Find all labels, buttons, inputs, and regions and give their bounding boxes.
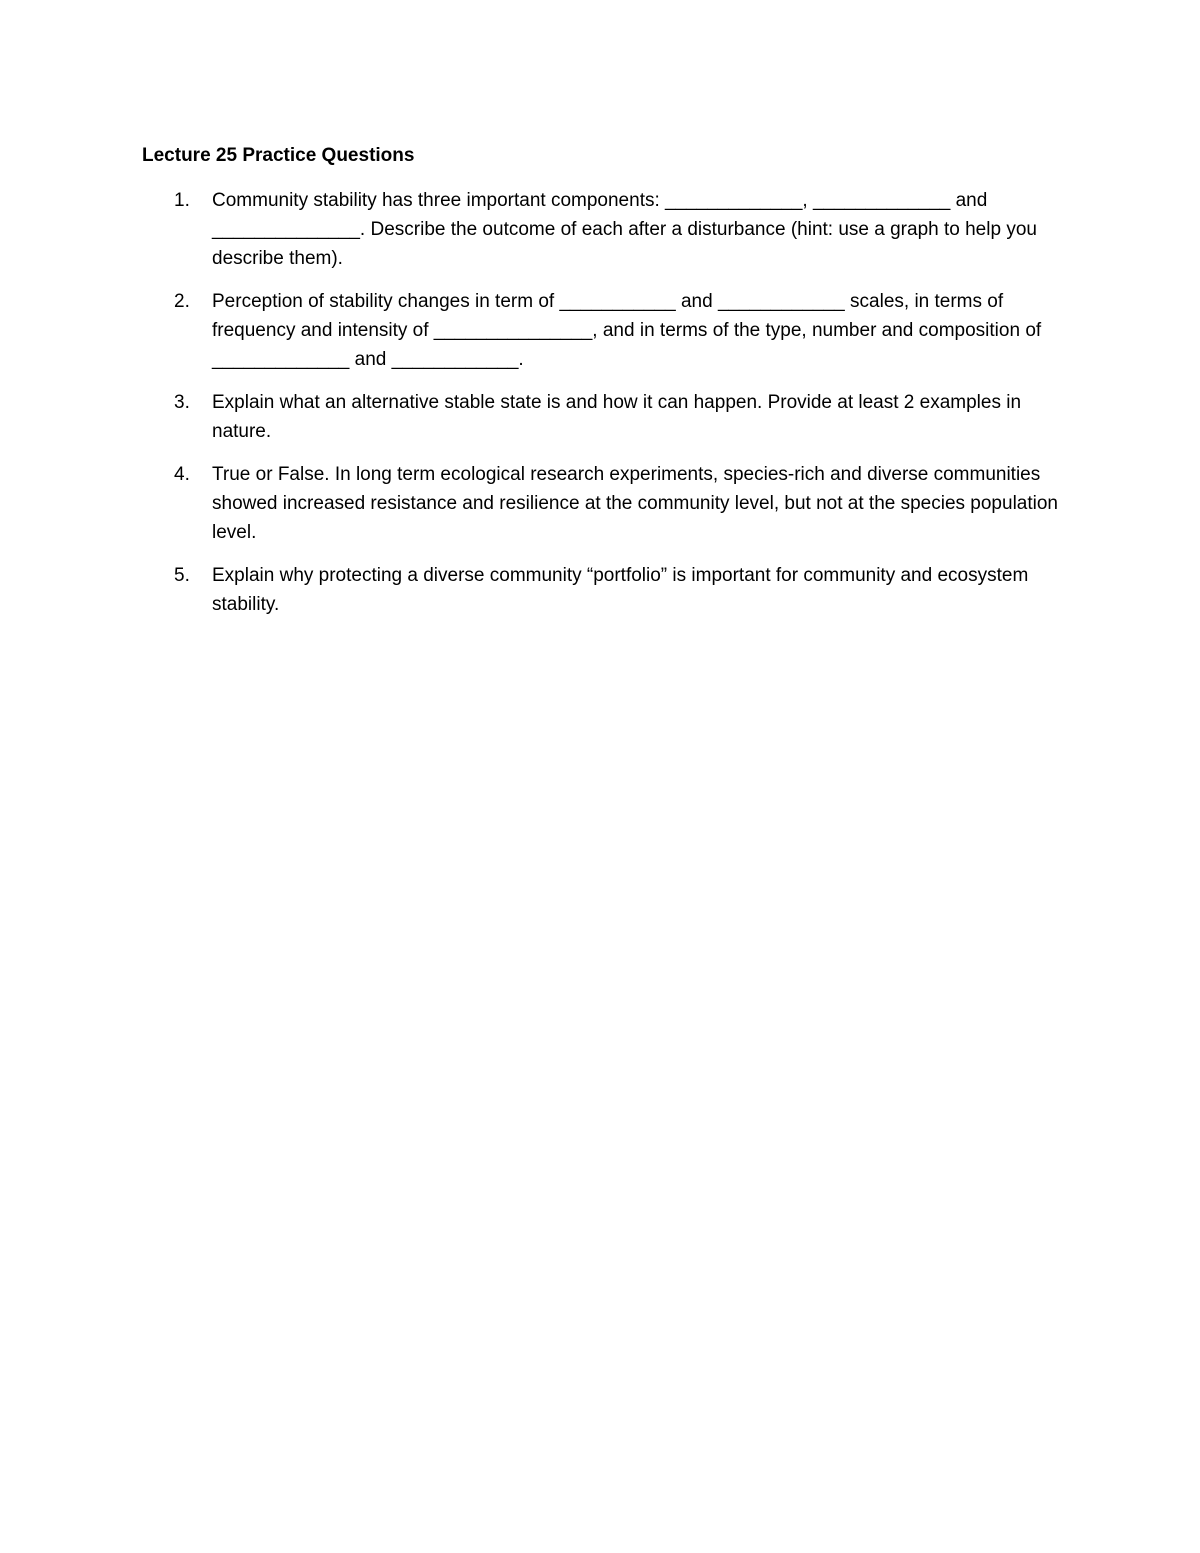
question-number: 2. [174,291,190,312]
question-list [142,186,1067,633]
question-text: True or False. In long term ecological research experiments, species-rich and diverse communities showed increased resistance and resilience at the community level, but not at the species population level. [212,464,1058,543]
question-item-2 [142,287,1067,374]
question-item-3 [142,388,1067,446]
question-number: 5. [174,565,190,586]
question-item-4 [142,460,1067,547]
question-text: Perception of stability changes in term of ___________ and ____________ scales, in terms of frequency and intensity of _______________, and in terms of the type, number and composition of _____________ and ____________. [212,291,1042,370]
question-text: Explain what an alternative stable state is and how it can happen. Provide at least 2 examples in nature. [212,392,1022,442]
question-text: Explain why protecting a diverse community “portfolio” is important for community and ecosystem stability. [212,565,1029,615]
question-item-5 [142,561,1067,619]
page-title: Lecture 25 Practice Questions [142,145,415,166]
question-number: 4. [174,464,190,485]
question-text: Community stability has three important components: _____________, _____________ and ______________. Describe the outcome of each after a disturbance (hint: use a graph to help you describe them). [212,190,1037,269]
question-number: 3. [174,392,190,413]
question-item-1 [142,186,1067,273]
question-number: 1. [174,190,190,211]
